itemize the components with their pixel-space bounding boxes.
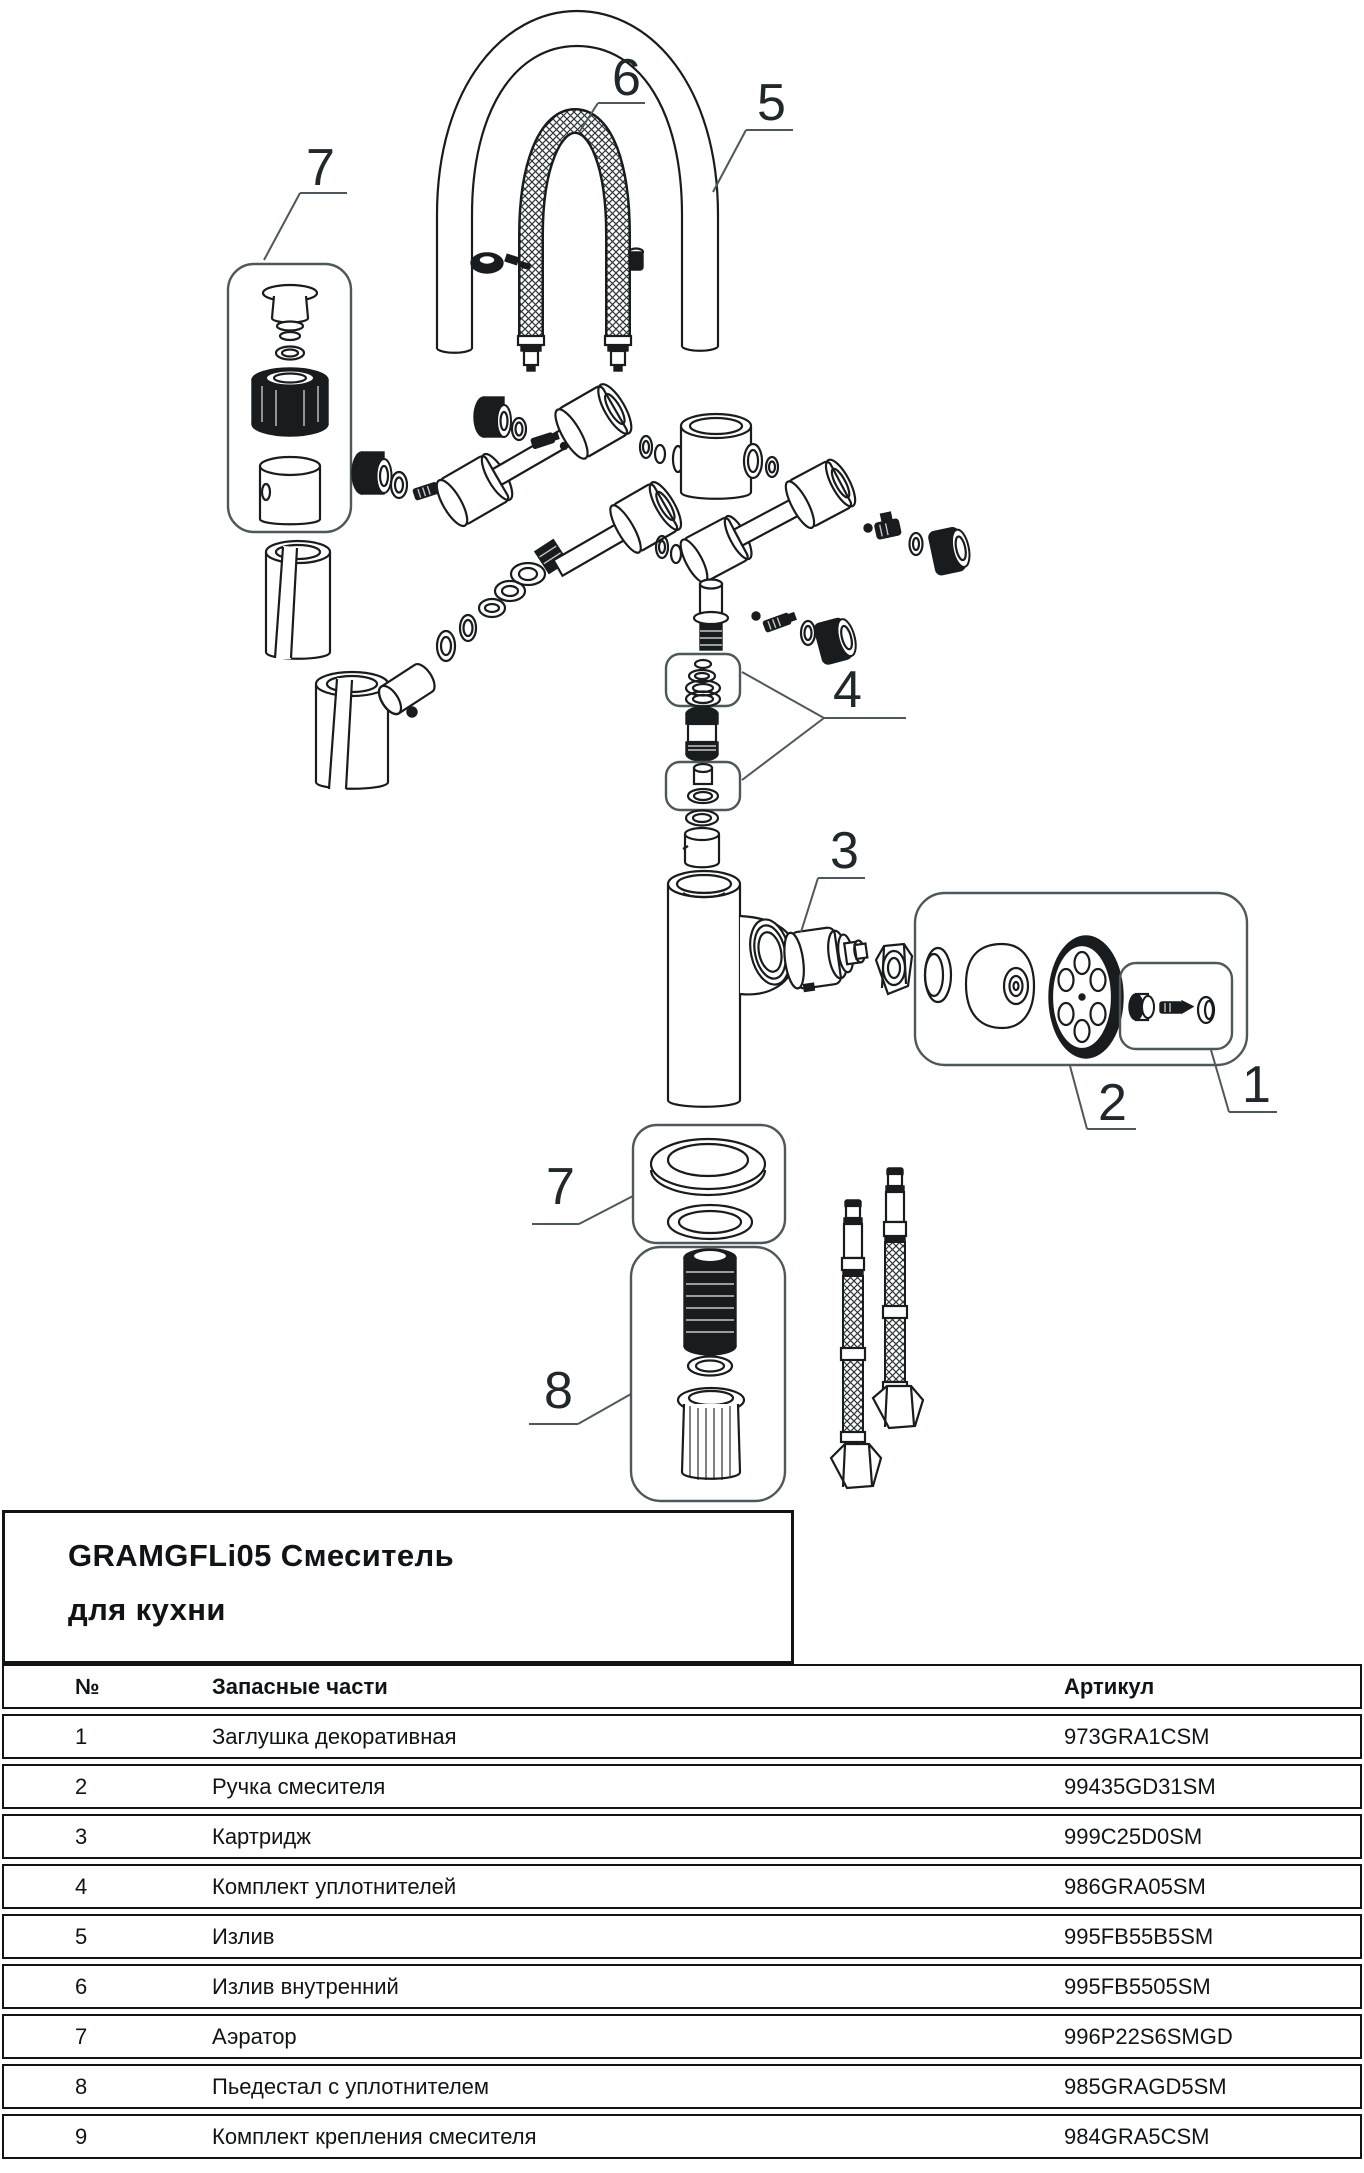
valve-stem	[694, 580, 728, 651]
callout-2	[1070, 1066, 1136, 1132]
plug-group	[1120, 963, 1232, 1049]
row-article: 985GRAGD5SM	[1064, 2073, 1227, 2099]
top-hardware-row	[474, 397, 568, 450]
cartridge	[781, 923, 871, 994]
row-article: 999C25D0SM	[1064, 1823, 1203, 1849]
row-no: 9	[75, 2123, 88, 2149]
table-row	[2, 2064, 1362, 2109]
cartridge-stem-stack	[686, 707, 718, 761]
product-title	[68, 1529, 781, 1638]
seal-kit-box-upper	[666, 654, 740, 707]
row-article: 99435GD31SM	[1064, 1773, 1216, 1799]
callout-3	[801, 822, 865, 932]
aerator-ring-group	[633, 1125, 785, 1243]
row-no: 2	[75, 1773, 88, 1799]
row-name: Пьедестал с уплотнителем	[212, 2073, 490, 2099]
faucet-body	[668, 871, 795, 1107]
header-no: №	[75, 1673, 100, 1699]
row-no: 7	[75, 2023, 88, 2049]
row-article: 984GRA5CSM	[1064, 2123, 1210, 2149]
callout-1	[1211, 1050, 1277, 1114]
row-name: Заглушка декоративная	[212, 1723, 457, 1749]
table-row	[2, 1864, 1362, 1909]
callout-5-label: 5	[757, 74, 786, 132]
callout-1-label: 1	[1242, 1056, 1271, 1114]
split-sleeve-lower	[316, 672, 388, 790]
callout-5	[713, 74, 793, 192]
parts-table	[2, 1664, 1362, 2164]
body-adapter	[683, 811, 719, 868]
row-article: 995FB5505SM	[1064, 1973, 1211, 1999]
callout-8-label: 8	[544, 1362, 573, 1420]
table-row	[2, 1814, 1362, 1859]
seal-kit-box-lower	[666, 762, 740, 810]
callout-4-label: 4	[833, 661, 862, 719]
row-no: 1	[75, 1723, 88, 1749]
row-name: Излив внутренний	[212, 1973, 399, 1999]
row-name: Комплект уплотнителей	[212, 1873, 457, 1899]
callout-4	[742, 661, 906, 780]
row-no: 8	[75, 2073, 88, 2099]
row-no: 6	[75, 1973, 88, 1999]
row-article: 973GRA1CSM	[1064, 1723, 1210, 1749]
spout-outer	[437, 11, 718, 353]
callout-7-top-label: 7	[306, 139, 335, 197]
callout-7-mid	[532, 1158, 633, 1224]
handle-group	[915, 893, 1247, 1065]
callout-3-label: 3	[830, 822, 859, 880]
row-name: Излив	[212, 1923, 275, 1949]
table-row	[2, 1914, 1362, 1959]
table-row	[2, 2114, 1362, 2159]
row-no: 4	[75, 1873, 88, 1899]
table-row	[2, 2014, 1362, 2059]
row-name: Комплект крепления смесителя	[212, 2123, 537, 2149]
row-name: Ручка смесителя	[212, 1773, 386, 1799]
table-row	[2, 1714, 1362, 1759]
row-article: 995FB55B5SM	[1064, 1923, 1214, 1949]
t-connector	[673, 414, 778, 499]
table-row	[2, 1764, 1362, 1809]
row-name: Аэратор	[212, 2023, 297, 2049]
pedestal-group	[631, 1247, 785, 1501]
row-name: Картридж	[212, 1823, 311, 1849]
split-sleeve-upper	[266, 541, 330, 659]
table-header-row	[2, 1664, 1362, 1709]
row-no: 3	[75, 1823, 88, 1849]
seal-hardware-chain	[375, 540, 568, 718]
product-title-line1: GRAMGFLi05 Смеситель	[68, 1538, 455, 1573]
callout-7-mid-label: 7	[546, 1158, 575, 1216]
callout-2-label: 2	[1098, 1074, 1127, 1132]
title-box	[2, 1510, 794, 1664]
aerator-group	[228, 264, 351, 532]
table-row	[2, 1964, 1362, 2009]
row-article: 996P22S6SMGD	[1064, 2023, 1233, 2049]
header-name: Запасные части	[212, 1673, 388, 1699]
callout-6-label: 6	[612, 49, 641, 107]
callout-7-top	[264, 139, 347, 260]
row-article: 986GRA05SM	[1064, 1873, 1206, 1899]
supply-hose-right	[873, 1168, 923, 1428]
product-title-line2: для кухни	[68, 1592, 226, 1628]
cartridge-nut	[876, 944, 912, 994]
supply-hose-left	[831, 1200, 881, 1488]
header-article: Артикул	[1064, 1673, 1155, 1699]
row-no: 5	[75, 1923, 88, 1949]
spout-inner-hose	[518, 121, 631, 371]
callout-8	[529, 1362, 631, 1424]
